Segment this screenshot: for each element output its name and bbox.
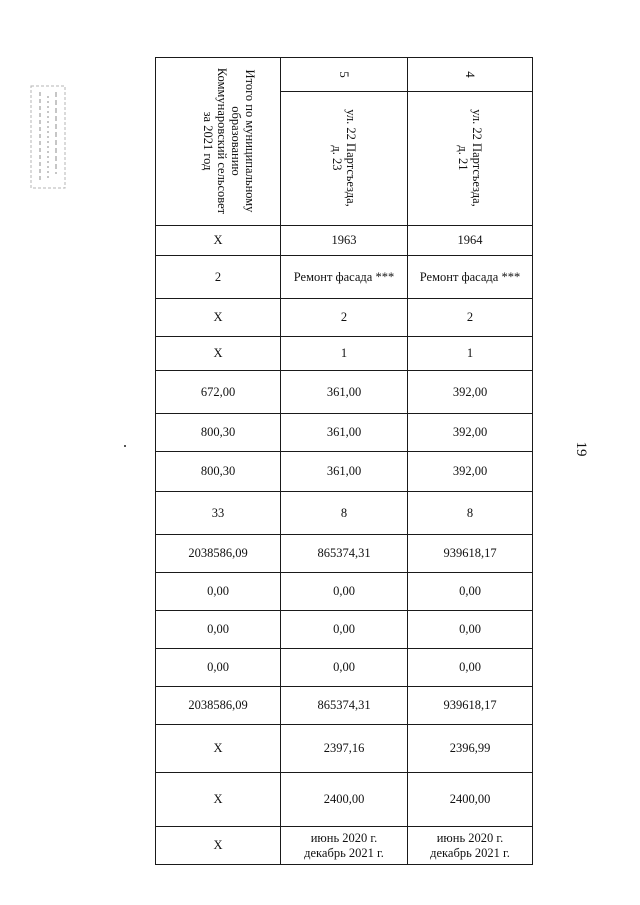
total-cell: 672,00 [156,371,281,414]
col4-cell: 1 [408,337,533,371]
header-total-cell [156,58,281,226]
col4-cell: 1964 [408,226,533,256]
col5-cell: 865374,31 [281,535,408,573]
col5-cell: 1 [281,337,408,371]
total-cell: X [156,773,281,827]
column-number-4: 4 [408,58,533,92]
col4-cell: Ремонт фасада *** [408,256,533,299]
col5-cell: 1963 [281,226,408,256]
table-row [156,611,533,649]
col4-cell: 0,00 [408,649,533,687]
header-address-col5 [281,92,408,226]
col5-cell: 2 [281,299,408,337]
table-row [156,725,533,773]
total-cell: 0,00 [156,611,281,649]
col5-cell: 2400,00 [281,773,408,827]
total-cell: X [156,725,281,773]
total-cell: X [156,827,281,865]
table-row [156,773,533,827]
col5-cell: Ремонт фасада *** [281,256,408,299]
col5-cell: 0,00 [281,649,408,687]
header-total-label: Итого по муниципальному образованию Коммунаровский сельсовет за 2021 год [201,67,258,215]
col4-cell: 0,00 [408,611,533,649]
col4-period-cell: июнь 2020 г. декабрь 2021 г. [408,827,533,865]
address-col4-label: ул. 22 Партсъезда, д. 21 [455,109,484,207]
total-cell: 33 [156,492,281,535]
col4-cell: 392,00 [408,371,533,414]
page-number: 19 [573,441,589,457]
col4-cell: 939618,17 [408,535,533,573]
col4-cell: 939618,17 [408,687,533,725]
table-row [156,226,533,256]
col4-cell: 2396,99 [408,725,533,773]
table-row [156,535,533,573]
col5-cell: 361,00 [281,452,408,492]
table-row [156,299,533,337]
total-cell: X [156,226,281,256]
total-cell: X [156,299,281,337]
total-cell: 2 [156,256,281,299]
col4-cell: 2 [408,299,533,337]
total-cell: X [156,337,281,371]
total-cell: 2038586,09 [156,535,281,573]
scan-speck [124,445,126,447]
col5-cell: 0,00 [281,573,408,611]
table-row [156,371,533,414]
col4-cell: 2400,00 [408,773,533,827]
total-cell: 800,30 [156,414,281,452]
table-row [156,827,533,865]
col4-cell: 0,00 [408,573,533,611]
address-col5-label: ул. 22 Партсъезда, д. 23 [329,109,358,207]
column-number-5: 5 [281,58,408,92]
total-cell: 800,30 [156,452,281,492]
table-row [156,492,533,535]
table-row [156,452,533,492]
col5-cell: 361,00 [281,371,408,414]
total-cell: 0,00 [156,573,281,611]
col5-period-cell: июнь 2020 г. декабрь 2021 г. [281,827,408,865]
col5-cell: 8 [281,492,408,535]
col5-cell: 2397,16 [281,725,408,773]
table-row [156,687,533,725]
table-row [156,337,533,371]
col5-cell: 361,00 [281,414,408,452]
table-row [156,414,533,452]
table-row [156,649,533,687]
data-table [155,57,533,865]
table-row [156,573,533,611]
total-cell: 2038586,09 [156,687,281,725]
col5-cell: 0,00 [281,611,408,649]
header-address-col4 [408,92,533,226]
total-cell: 0,00 [156,649,281,687]
col4-cell: 392,00 [408,452,533,492]
table-row [156,256,533,299]
col5-cell: 865374,31 [281,687,408,725]
col4-cell: 392,00 [408,414,533,452]
stamp-mark [28,82,68,192]
col4-cell: 8 [408,492,533,535]
